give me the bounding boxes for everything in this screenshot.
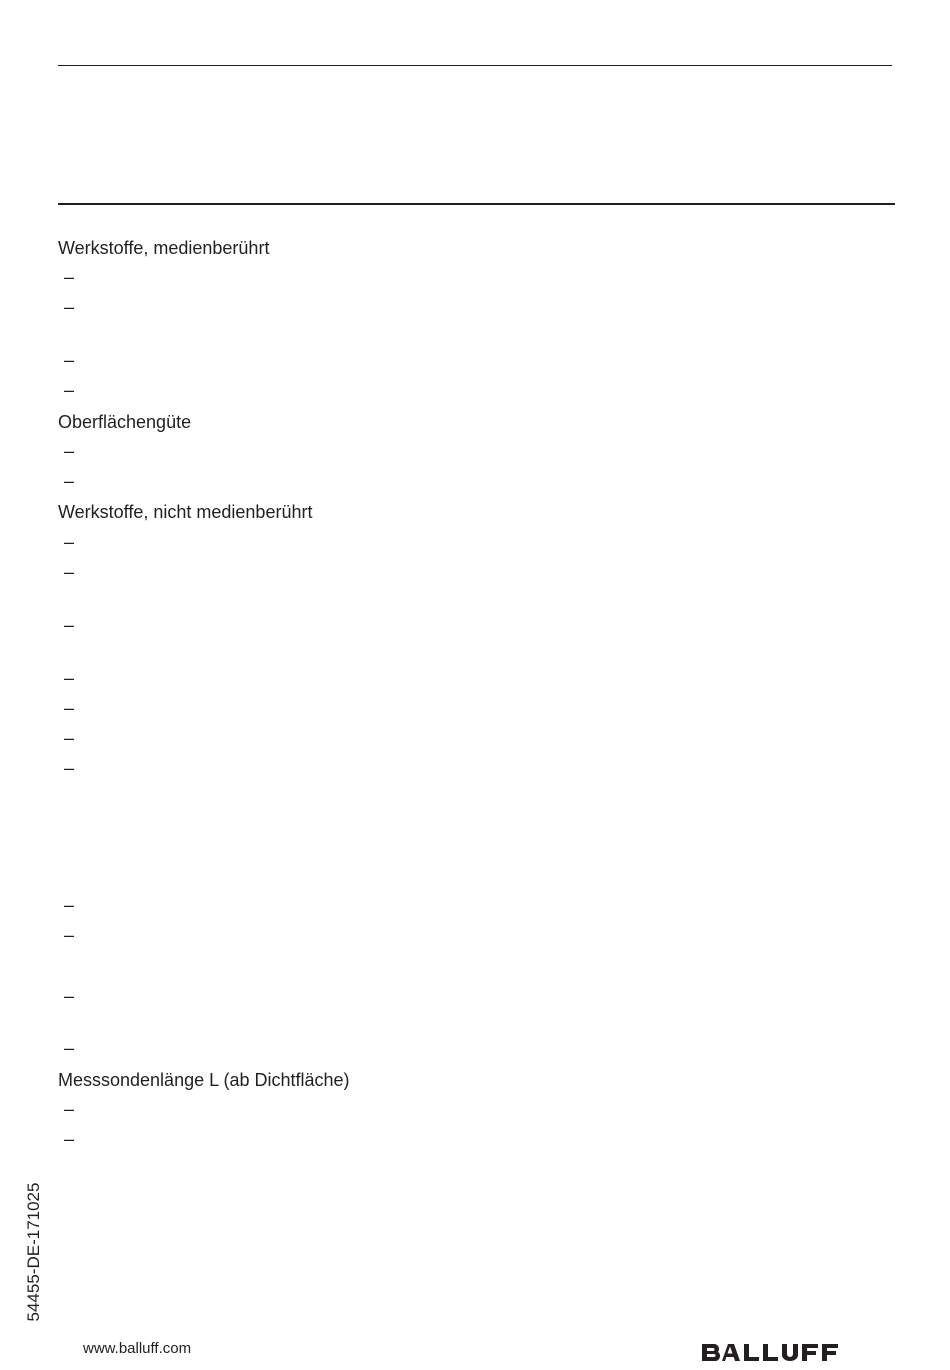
list-item-dash: – <box>64 615 75 635</box>
website-url: www.balluff.com <box>83 1340 192 1357</box>
top-rule <box>58 65 892 66</box>
list-item-dash: – <box>64 562 75 582</box>
list-item-dash: – <box>64 728 75 748</box>
list-item-dash: – <box>64 441 75 461</box>
list-item-dash: – <box>64 350 75 370</box>
list-item-dash: – <box>64 380 75 400</box>
list-item-dash: – <box>64 532 75 552</box>
balluff-logo-icon <box>700 1340 840 1364</box>
list-item-dash: – <box>64 668 75 688</box>
document-id: 54455-DE-171025 <box>24 1182 43 1322</box>
list-item-dash: – <box>64 986 75 1006</box>
section-heading-materials-non-wetted: Werkstoffe, nicht medienberührt <box>58 502 313 522</box>
list-item-dash: – <box>64 758 75 778</box>
section-heading-surface-quality: Oberflächengüte <box>58 412 192 432</box>
list-item-dash: – <box>64 267 75 287</box>
section-rule <box>58 203 895 205</box>
list-item-dash: – <box>64 698 75 718</box>
list-item-dash: – <box>64 297 75 317</box>
section-heading-materials-wetted: Werkstoffe, medienberührt <box>58 238 270 258</box>
list-item-dash: – <box>64 1099 75 1119</box>
list-item-dash: – <box>64 925 75 945</box>
list-item-dash: – <box>64 895 75 915</box>
list-item-dash: – <box>64 1038 75 1058</box>
list-item-dash: – <box>64 471 75 491</box>
list-item-dash: – <box>64 1129 75 1149</box>
section-heading-probe-length: Messsondenlänge L (ab Dichtfläche) <box>58 1070 350 1090</box>
